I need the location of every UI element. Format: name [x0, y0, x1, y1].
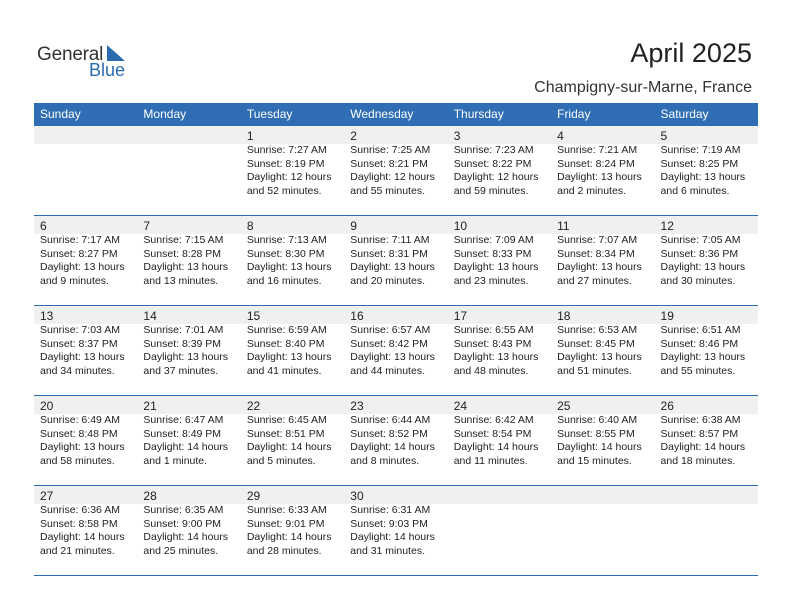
daylight-text: Daylight: 13 hours	[557, 351, 642, 363]
daylight-minutes-text: and 21 minutes.	[40, 544, 115, 557]
sunrise-text: Sunrise: 6:31 AM	[350, 504, 431, 516]
daylight-minutes-text: and 37 minutes.	[143, 364, 219, 377]
daylight-minutes-text: and 52 minutes.	[246, 184, 322, 197]
day-cell	[344, 306, 447, 378]
daylight-text: Daylight: 14 hours	[350, 441, 435, 453]
day-number: 13	[40, 309, 54, 323]
sunrise-text: Sunrise: 7:09 AM	[453, 234, 534, 246]
daylight-minutes-text: and 44 minutes.	[350, 364, 425, 377]
sunset-text: Sunset: 9:00 PM	[143, 517, 222, 530]
day-number: 29	[246, 489, 261, 503]
sunrise-text: Sunrise: 6:57 AM	[350, 324, 431, 336]
sunset-text: Sunset: 8:25 PM	[660, 157, 739, 170]
daylight-minutes-text: and 13 minutes.	[143, 274, 219, 287]
sunrise-text: Sunrise: 7:25 AM	[350, 144, 431, 156]
day-cell	[34, 306, 137, 378]
daylight-minutes-text: and 58 minutes.	[40, 454, 115, 467]
daylight-minutes-text: and 2 minutes.	[557, 184, 626, 197]
day-number: 21	[143, 399, 157, 413]
week-row	[34, 486, 758, 576]
day-cell	[34, 216, 137, 288]
daylight-text: Daylight: 14 hours	[660, 441, 746, 453]
logo-blue-text: Blue	[89, 60, 126, 80]
daylight-minutes-text: and 27 minutes.	[557, 274, 632, 287]
daylight-text: Daylight: 14 hours	[557, 441, 642, 453]
sunset-text: Sunset: 8:51 PM	[246, 427, 325, 440]
day-number: 28	[143, 489, 157, 503]
sun-info	[143, 324, 240, 378]
sun-info	[661, 414, 758, 468]
sun-info	[350, 144, 447, 198]
day-cell	[137, 396, 240, 468]
day-cell	[34, 396, 137, 468]
daylight-text: Daylight: 13 hours	[660, 261, 746, 273]
daylight-minutes-text: and 9 minutes.	[40, 274, 109, 287]
day-number: 27	[40, 489, 54, 503]
daylight-minutes-text: and 59 minutes.	[453, 184, 529, 197]
sunrise-text: Sunrise: 6:51 AM	[660, 324, 741, 336]
daylight-minutes-text: and 23 minutes.	[453, 274, 529, 287]
day-cell	[137, 306, 240, 378]
sunset-text: Sunset: 8:57 PM	[660, 427, 739, 440]
empty-day-cell	[448, 486, 551, 558]
sunset-text: Sunset: 8:39 PM	[143, 337, 222, 350]
day-cell	[551, 216, 654, 288]
day-number: 9	[350, 219, 357, 233]
weekday-monday: Monday	[143, 107, 187, 121]
weekday-friday: Friday	[557, 107, 591, 121]
daylight-text: Daylight: 13 hours	[350, 261, 435, 273]
day-number: 4	[557, 129, 564, 143]
day-number: 15	[246, 309, 261, 323]
weekday-tuesday: Tuesday	[246, 107, 293, 121]
sunrise-text: Sunrise: 7:11 AM	[350, 234, 430, 246]
day-number: 8	[246, 219, 254, 233]
daylight-text: Daylight: 13 hours	[557, 261, 642, 273]
sunset-text: Sunset: 8:19 PM	[246, 157, 325, 170]
day-number: 19	[660, 309, 674, 323]
daylight-minutes-text: and 6 minutes.	[660, 184, 730, 197]
sun-info	[247, 324, 344, 378]
sun-info	[143, 234, 240, 288]
logo-general-text: General	[37, 44, 104, 65]
daylight-minutes-text: and 55 minutes.	[660, 364, 736, 377]
sunrise-text: Sunrise: 6:35 AM	[143, 504, 224, 516]
week-row	[34, 306, 758, 396]
day-number: 20	[40, 399, 54, 413]
sunrise-text: Sunrise: 6:36 AM	[40, 504, 120, 516]
sunset-text: Sunset: 8:48 PM	[40, 427, 118, 440]
day-number: 1	[246, 129, 254, 143]
daylight-minutes-text: and 41 minutes.	[246, 364, 322, 377]
sun-info	[40, 504, 137, 558]
sunrise-text: Sunrise: 6:55 AM	[453, 324, 534, 336]
sunset-text: Sunset: 8:31 PM	[350, 247, 428, 260]
daylight-minutes-text: and 11 minutes.	[453, 454, 528, 467]
sun-info	[454, 324, 551, 378]
sunrise-text: Sunrise: 7:07 AM	[557, 234, 638, 246]
daylight-text: Daylight: 14 hours	[246, 441, 332, 453]
sun-info	[661, 144, 758, 198]
day-cell	[241, 486, 344, 558]
sunset-text: Sunset: 8:28 PM	[143, 247, 222, 260]
sun-info	[143, 414, 240, 468]
empty-day-cell	[137, 126, 240, 198]
day-number: 30	[350, 489, 364, 503]
sunset-text: Sunset: 8:46 PM	[660, 337, 739, 350]
day-cell	[448, 126, 551, 198]
weekday-thursday: Thursday	[453, 107, 504, 121]
daylight-minutes-text: and 55 minutes.	[350, 184, 425, 197]
daylight-minutes-text: and 28 minutes.	[246, 544, 322, 557]
week-row	[34, 216, 758, 306]
day-cell	[344, 126, 447, 198]
day-number: 16	[350, 309, 364, 323]
sunrise-text: Sunrise: 6:42 AM	[453, 414, 534, 426]
sunrise-text: Sunrise: 7:01 AM	[143, 324, 224, 336]
day-number: 18	[557, 309, 571, 323]
sunrise-text: Sunrise: 6:38 AM	[660, 414, 741, 426]
sunrise-text: Sunrise: 6:59 AM	[246, 324, 327, 336]
sun-info	[350, 414, 447, 468]
sunset-text: Sunset: 8:42 PM	[350, 337, 428, 350]
sun-info	[661, 234, 758, 288]
day-number: 7	[143, 219, 151, 233]
day-cell	[241, 126, 344, 198]
sunset-text: Sunset: 8:37 PM	[40, 337, 118, 350]
daylight-minutes-text: and 16 minutes.	[246, 274, 322, 287]
sun-info	[40, 234, 137, 288]
day-cell	[655, 396, 758, 468]
day-cell	[448, 216, 551, 288]
day-cell	[551, 396, 654, 468]
daylight-text: Daylight: 14 hours	[143, 531, 229, 543]
sunrise-text: Sunrise: 7:23 AM	[453, 144, 534, 156]
daylight-text: Daylight: 13 hours	[557, 171, 642, 183]
day-cell	[655, 306, 758, 378]
day-number: 3	[453, 129, 461, 143]
weekday-header	[34, 103, 758, 126]
sunset-text: Sunset: 9:03 PM	[350, 517, 428, 530]
day-number: 26	[660, 399, 674, 413]
sunrise-text: Sunrise: 7:03 AM	[40, 324, 120, 336]
day-number: 14	[143, 309, 157, 323]
daylight-minutes-text: and 1 minute.	[143, 454, 208, 467]
daylight-text: Daylight: 14 hours	[453, 441, 539, 453]
daylight-minutes-text: and 8 minutes.	[350, 454, 420, 467]
sunset-text: Sunset: 8:43 PM	[453, 337, 532, 350]
sun-info	[247, 144, 344, 198]
daylight-minutes-text: and 31 minutes.	[350, 544, 425, 557]
day-cell	[34, 486, 137, 558]
sunset-text: Sunset: 8:55 PM	[557, 427, 635, 440]
sun-info	[454, 414, 551, 468]
week-row	[34, 396, 758, 486]
day-number: 5	[660, 129, 668, 143]
day-number: 2	[350, 129, 357, 143]
daylight-text: Daylight: 13 hours	[350, 351, 435, 363]
sunrise-text: Sunrise: 6:53 AM	[557, 324, 638, 336]
sunrise-text: Sunrise: 7:19 AM	[660, 144, 741, 156]
sunrise-text: Sunrise: 7:15 AM	[143, 234, 224, 246]
day-cell	[344, 486, 447, 558]
sun-info	[557, 414, 654, 468]
sunset-text: Sunset: 8:27 PM	[40, 247, 118, 260]
sun-info	[661, 324, 758, 378]
daylight-text: Daylight: 12 hours	[350, 171, 435, 183]
sun-info	[350, 324, 447, 378]
day-cell	[241, 396, 344, 468]
daylight-text: Daylight: 14 hours	[40, 531, 125, 543]
daylight-text: Daylight: 13 hours	[40, 351, 125, 363]
sunset-text: Sunset: 8:54 PM	[453, 427, 532, 440]
sun-info	[40, 324, 137, 378]
day-cell	[551, 306, 654, 378]
day-number: 23	[350, 399, 364, 413]
sunrise-text: Sunrise: 6:33 AM	[246, 504, 327, 516]
sun-info	[557, 324, 654, 378]
sun-info	[247, 414, 344, 468]
day-cell	[241, 216, 344, 288]
day-cell	[448, 306, 551, 378]
sunset-text: Sunset: 8:24 PM	[557, 157, 635, 170]
daylight-text: Daylight: 12 hours	[246, 171, 332, 183]
sun-info	[247, 234, 344, 288]
sun-info	[143, 504, 240, 558]
sunset-text: Sunset: 8:49 PM	[143, 427, 222, 440]
daylight-text: Daylight: 13 hours	[143, 261, 229, 273]
daylight-text: Daylight: 13 hours	[246, 261, 332, 273]
daylight-minutes-text: and 15 minutes.	[557, 454, 632, 467]
day-number: 24	[453, 399, 468, 413]
daylight-minutes-text: and 30 minutes.	[660, 274, 736, 287]
week-row	[34, 126, 758, 216]
day-number: 10	[453, 219, 468, 233]
logo	[37, 42, 137, 82]
sun-info	[40, 414, 137, 468]
daylight-minutes-text: and 5 minutes.	[246, 454, 316, 467]
daylight-text: Daylight: 13 hours	[40, 261, 125, 273]
sunrise-text: Sunrise: 6:49 AM	[40, 414, 120, 426]
sunset-text: Sunset: 9:01 PM	[246, 517, 325, 530]
sunrise-text: Sunrise: 7:17 AM	[40, 234, 120, 246]
day-cell	[655, 126, 758, 198]
sun-info	[454, 234, 551, 288]
day-number: 22	[246, 399, 261, 413]
day-cell	[655, 216, 758, 288]
daylight-minutes-text: and 48 minutes.	[453, 364, 529, 377]
weekday-wednesday: Wednesday	[350, 107, 414, 121]
weekday-sunday: Sunday	[40, 107, 81, 121]
empty-day-cell	[34, 126, 137, 198]
sunrise-text: Sunrise: 7:27 AM	[246, 144, 327, 156]
sunset-text: Sunset: 8:58 PM	[40, 517, 118, 530]
daylight-text: Daylight: 13 hours	[660, 351, 746, 363]
sun-info	[454, 144, 551, 198]
page-title: April 2025	[630, 38, 752, 68]
daylight-minutes-text: and 34 minutes.	[40, 364, 115, 377]
day-cell	[137, 486, 240, 558]
sunrise-text: Sunrise: 6:40 AM	[557, 414, 638, 426]
daylight-text: Daylight: 13 hours	[246, 351, 332, 363]
sunrise-text: Sunrise: 6:45 AM	[246, 414, 327, 426]
day-cell	[448, 396, 551, 468]
sunset-text: Sunset: 8:34 PM	[557, 247, 635, 260]
sunrise-text: Sunrise: 6:44 AM	[350, 414, 431, 426]
sun-info	[350, 234, 447, 288]
sunset-text: Sunset: 8:22 PM	[453, 157, 532, 170]
day-cell	[137, 216, 240, 288]
sun-info	[557, 144, 654, 198]
day-number: 11	[557, 219, 570, 233]
sunrise-text: Sunrise: 7:05 AM	[660, 234, 741, 246]
day-cell	[551, 126, 654, 198]
sunset-text: Sunset: 8:45 PM	[557, 337, 635, 350]
sun-info	[247, 504, 344, 558]
empty-day-cell	[551, 486, 654, 558]
sun-info	[350, 504, 447, 558]
daylight-text: Daylight: 13 hours	[40, 441, 125, 453]
sunset-text: Sunset: 8:33 PM	[453, 247, 532, 260]
sunrise-text: Sunrise: 6:47 AM	[143, 414, 224, 426]
daylight-text: Daylight: 13 hours	[453, 261, 539, 273]
daylight-minutes-text: and 25 minutes.	[143, 544, 219, 557]
daylight-minutes-text: and 18 minutes.	[660, 454, 736, 467]
sunset-text: Sunset: 8:36 PM	[660, 247, 739, 260]
daylight-text: Daylight: 13 hours	[143, 351, 229, 363]
weekday-saturday: Saturday	[660, 107, 709, 121]
day-number: 17	[453, 309, 468, 323]
day-cell	[344, 216, 447, 288]
sun-info	[557, 234, 654, 288]
day-cell	[241, 306, 344, 378]
daylight-minutes-text: and 20 minutes.	[350, 274, 425, 287]
daylight-text: Daylight: 13 hours	[660, 171, 746, 183]
day-cell	[344, 396, 447, 468]
empty-day-cell	[655, 486, 758, 558]
sunset-text: Sunset: 8:30 PM	[246, 247, 325, 260]
sunset-text: Sunset: 8:40 PM	[246, 337, 325, 350]
sunset-text: Sunset: 8:52 PM	[350, 427, 428, 440]
sunset-text: Sunset: 8:21 PM	[350, 157, 428, 170]
daylight-text: Daylight: 14 hours	[143, 441, 229, 453]
daylight-minutes-text: and 51 minutes.	[557, 364, 632, 377]
daylight-text: Daylight: 13 hours	[453, 351, 539, 363]
day-number: 25	[557, 399, 571, 413]
sunrise-text: Sunrise: 7:21 AM	[557, 144, 638, 156]
sunrise-text: Sunrise: 7:13 AM	[246, 234, 327, 246]
calendar-grid	[34, 103, 758, 576]
daylight-text: Daylight: 14 hours	[350, 531, 435, 543]
day-number: 12	[660, 219, 674, 233]
day-number: 6	[40, 219, 47, 233]
calendar-weeks	[34, 126, 758, 576]
daylight-text: Daylight: 14 hours	[246, 531, 332, 543]
location-subtitle: Champigny-sur-Marne, France	[534, 79, 752, 96]
daylight-text: Daylight: 12 hours	[453, 171, 539, 183]
